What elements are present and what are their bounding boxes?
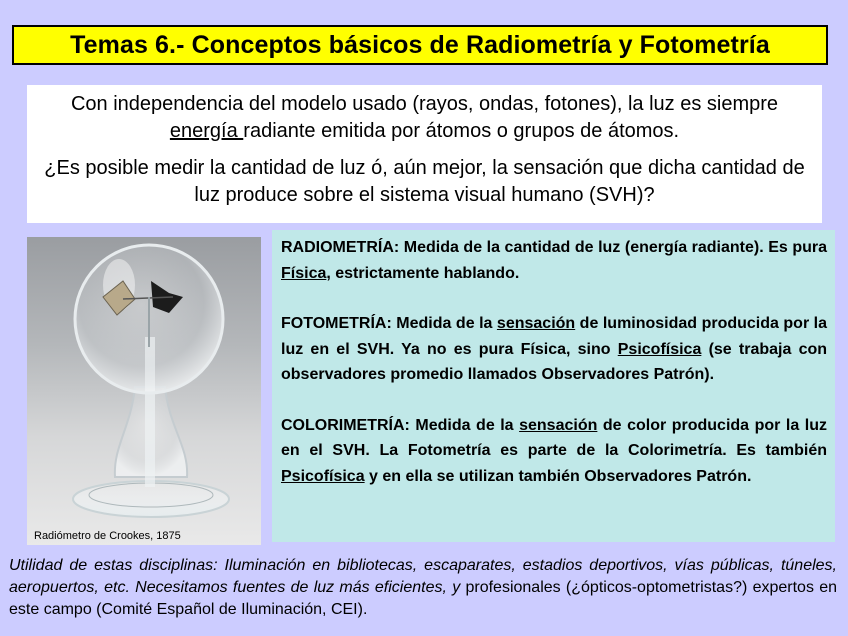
definition-text: de color producida por la luz en el SVH. La Fotometría es parte de la Colorimetría. Es también <box>281 416 827 459</box>
definition-colorimetria <box>281 413 827 490</box>
footer-note <box>9 555 837 621</box>
definition-text: y en ella se utilizan también Observadores Patrón. <box>364 467 752 485</box>
slide-title-text: Temas 6.- Conceptos básicos de Radiometría y Fotometría <box>70 30 770 59</box>
definition-radiometria <box>281 235 827 286</box>
definition-text: , estrictamente hablando. <box>326 264 520 282</box>
radiometer-illustration <box>27 237 261 545</box>
definition-text: : Medida de la <box>386 315 497 332</box>
definition-underlined: Física <box>281 264 327 282</box>
crookes-radiometer-photo <box>27 237 261 545</box>
definition-underlined: sensación <box>519 416 598 434</box>
intro-paragraph-1 <box>37 91 812 145</box>
definition-text: de luminosidad producida por la luz en el SVH. Ya no es pura Física, sino <box>281 315 827 358</box>
definition-underlined: sensación <box>496 315 576 332</box>
definition-text: : Medida de la <box>404 416 520 434</box>
definition-term: RADIOMETRÍA <box>281 239 394 256</box>
definition-underlined: Psicofísica <box>281 467 365 485</box>
intro-question: ¿Es posible medir la cantidad de luz ó, aún mejor, la sensación que dicha cantidad de luz produce sobre el sistema visual humano (SVH)? <box>44 157 805 206</box>
definition-text: (se trabaja con observadores promedio llamados Observadores Patrón). <box>281 340 828 383</box>
footer-italic-text: Utilidad de estas disciplinas: Iluminación en bibliotecas, escaparates, estadios deportivos, vías públicas, túneles, aeropuertos, etc. Necesitamos fuentes de luz más eficientes, y <box>9 557 837 596</box>
definition-text: : Medida de la cantidad de luz (energía radiante). Es pura <box>393 239 827 256</box>
intro-text-a: Con independencia del modelo usado (rayos, ondas, fotones), la luz es siempre <box>70 93 779 115</box>
definition-term: FOTOMETRÍA <box>281 315 387 332</box>
footer-normal-text: profesionales (¿ópticos-optometristas?) expertos en este campo (Comité Español de Iluminación, CEI). <box>9 579 838 618</box>
intro-box <box>27 85 822 223</box>
photo-caption: Radiómetro de Crookes, 1875 <box>34 530 181 542</box>
intro-text-b: radiante emitida por átomos o grupos de átomos. <box>243 120 680 142</box>
definition-fotometria <box>281 311 827 388</box>
definitions-box <box>272 230 835 542</box>
definition-term: COLORIMETRÍA <box>281 416 405 434</box>
slide-title <box>12 25 828 65</box>
definition-underlined: Psicofísica <box>617 340 702 358</box>
intro-underlined-energia: energía <box>169 120 244 142</box>
